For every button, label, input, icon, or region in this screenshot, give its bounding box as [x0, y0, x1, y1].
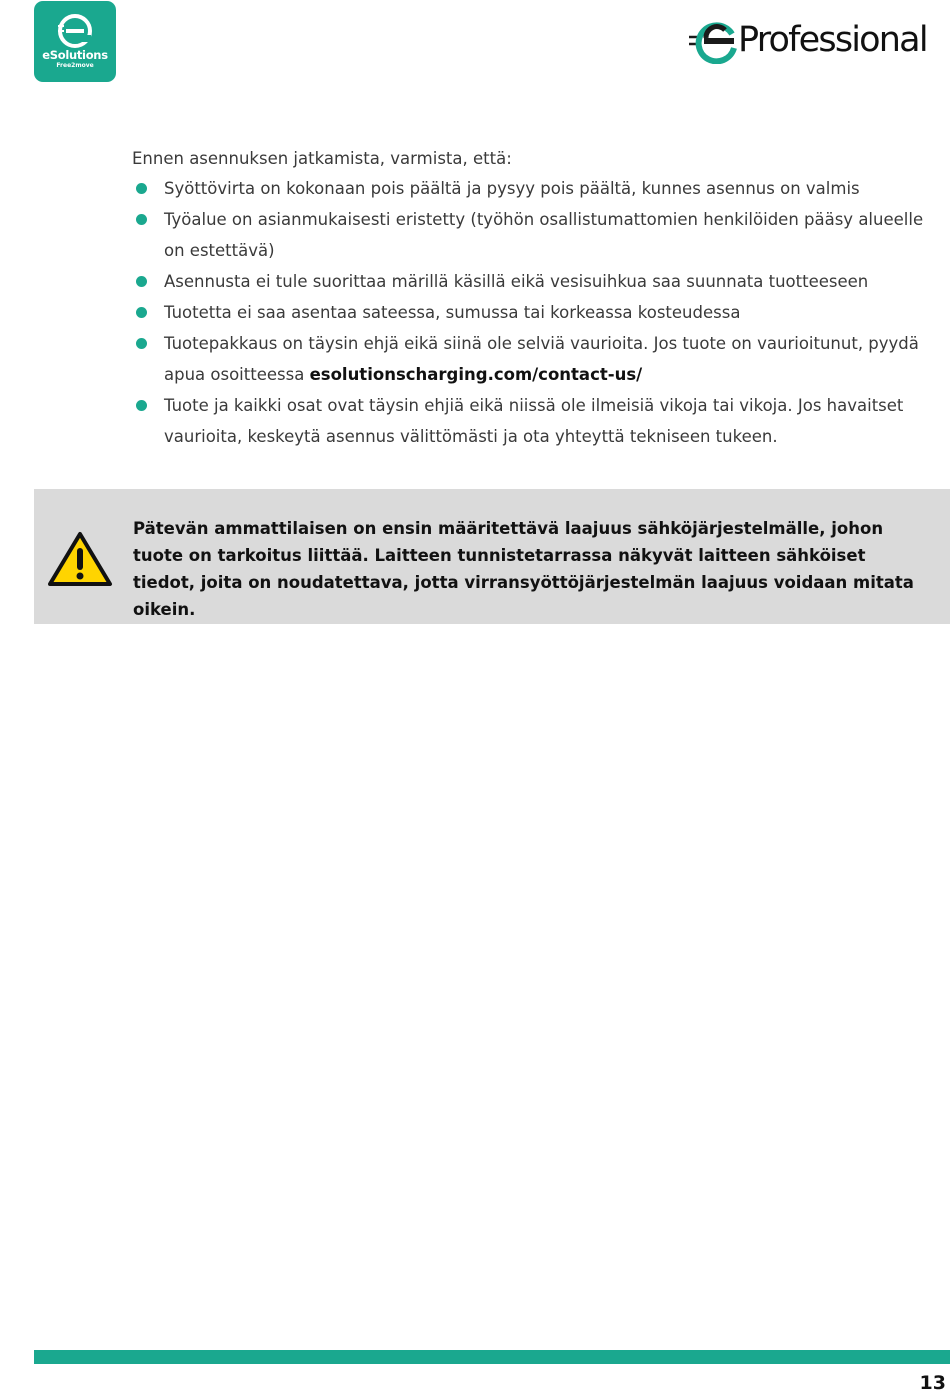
intro-text: Ennen asennuksen jatkamista, varmista, että:: [132, 149, 512, 168]
badge-subtitle: Free2move: [56, 62, 94, 69]
list-item: [132, 297, 942, 328]
bullet-dot-icon: [136, 400, 147, 411]
list-item: [132, 173, 942, 204]
page-number: 13: [919, 1372, 946, 1394]
esolutions-logo: [34, 1, 116, 82]
list-item-text: Asennusta ei tule suorittaa märillä käsillä eikä vesisuihkua saa suunnata tuotteeseen: [164, 272, 869, 291]
list-item: [132, 328, 942, 390]
list-item-text: Työalue on asianmukaisesti eristetty (työhön osallistumattomien henkilöiden pääsy alueelle on estettävä): [164, 210, 924, 260]
e-plug-icon: [688, 18, 744, 64]
list-item-text: Tuotetta ei saa asentaa sateessa, sumussa tai korkeassa kosteudessa: [164, 303, 741, 322]
eprofessional-logo: [688, 16, 950, 66]
list-item-text: Syöttövirta on kokonaan pois päältä ja pysyy pois päältä, kunnes asennus on valmis: [164, 179, 860, 198]
bullet-dot-icon: [136, 214, 147, 225]
bullet-dot-icon: [136, 338, 147, 349]
warning-text: Pätevän ammattilaisen on ensin määritettävä laajuus sähköjärjestelmälle, johon tuote on tarkoitus liittää. Laitteen tunnistetarrassa näkyvät laitteen sähköiset tiedot, joita on noudatettava, jotta virransyöttöjärjestelmän laajuus voidaan mitata oikein.: [133, 519, 914, 619]
bullet-dot-icon: [136, 183, 147, 194]
list-item: [132, 266, 942, 297]
brand-name: Professional: [738, 20, 927, 60]
list-item: [132, 204, 942, 266]
e-plug-icon: [55, 11, 95, 51]
list-item-text: Tuote ja kaikki osat ovat täysin ehjiä eikä niissä ole ilmeisiä vikoja tai vikoja. Jos havaitset vaurioita, keskeytä asennus välittömästi ja ota yhteyttä tekniseen tukeen.: [164, 396, 904, 446]
contact-link[interactable]: esolutionscharging.com/contact-us/: [309, 365, 643, 384]
badge-name: eSolutions: [42, 48, 108, 62]
checklist: [132, 173, 942, 452]
bullet-dot-icon: [136, 307, 147, 318]
footer-bar: [34, 1350, 950, 1364]
warning-triangle-icon: [47, 531, 113, 587]
warning-box: [34, 489, 950, 624]
list-item-text: Tuotepakkaus on täysin ehjä eikä siinä ole selviä vaurioita. Jos tuote on vaurioitunut, pyydä apua osoitteessa: [164, 334, 919, 384]
list-item: [132, 390, 942, 452]
bullet-dot-icon: [136, 276, 147, 287]
